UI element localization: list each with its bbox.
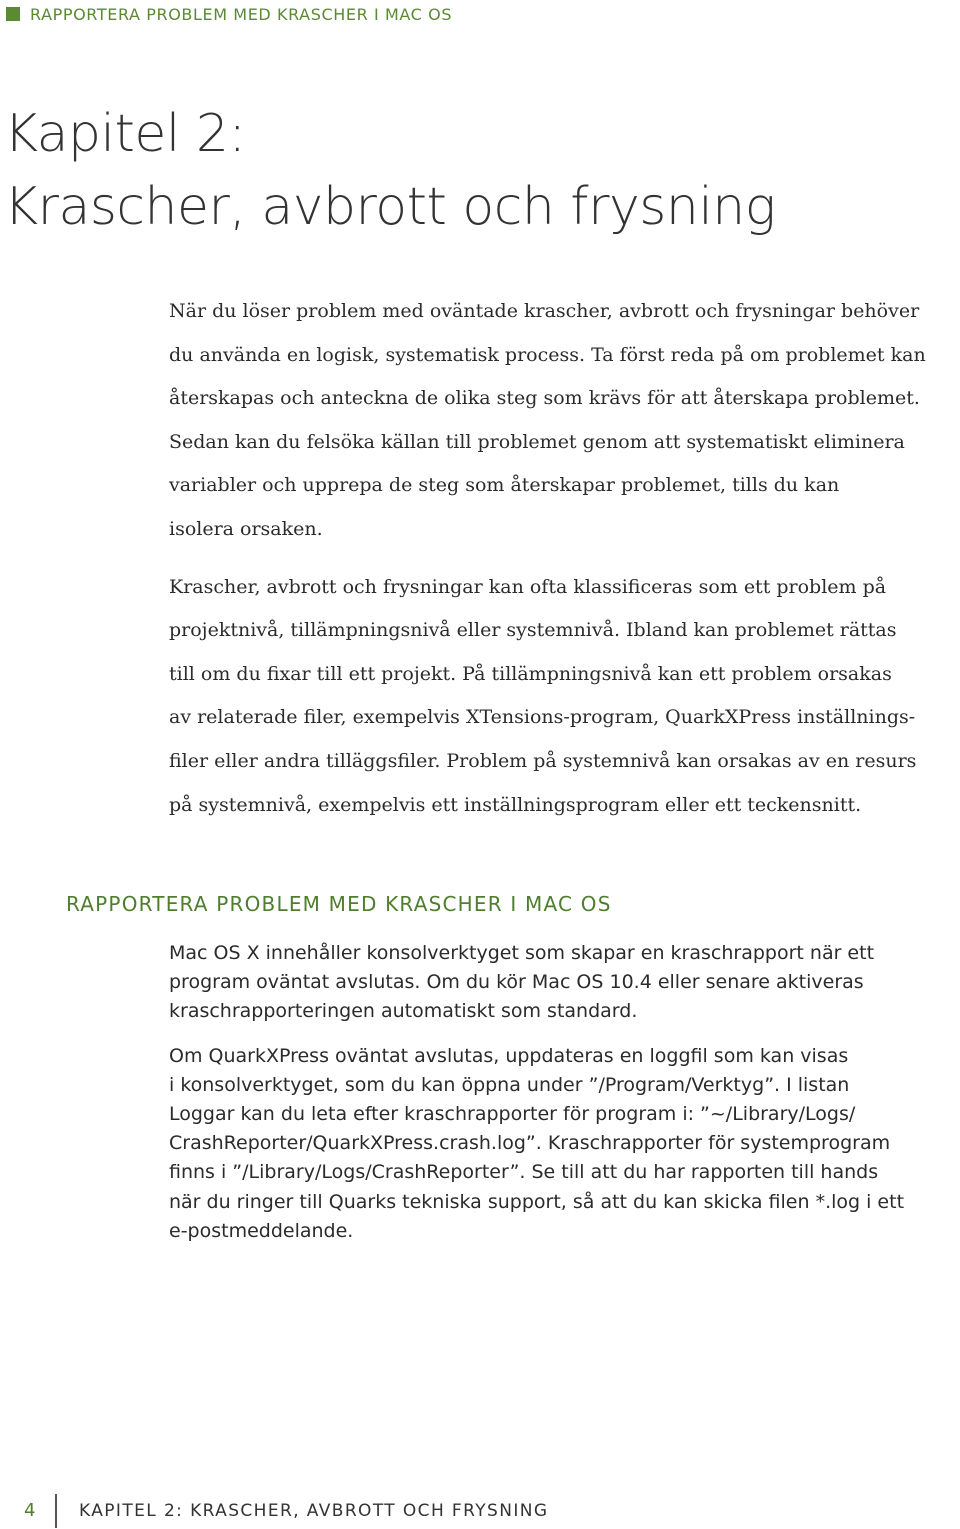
intro-text	[169, 290, 960, 827]
text-line: isolera orsaken.	[169, 517, 323, 540]
running-header-text: RAPPORTERA PROBLEM MED KRASCHER I MAC OS	[30, 4, 453, 24]
text-line: till om du fixar till ett projekt. På tillämpningsnivå kan ett problem orsakas	[169, 662, 892, 685]
text-line: av relaterade filer, exempelvis XTensions-program, QuarkXPress inställnings-	[169, 706, 916, 729]
text-line: filer eller andra tilläggsfiler. Problem på systemnivå kan orsakas av en resurs	[169, 749, 917, 772]
intro-paragraph-1	[169, 290, 960, 552]
text-line: Krascher, avbrott och frysningar kan ofta klassificeras som ett problem på	[169, 575, 887, 598]
text-line: kraschrapporteringen automatiskt som standard.	[169, 1000, 638, 1023]
section-body	[169, 939, 959, 1246]
paragraph-gap	[169, 552, 960, 566]
text-line: Loggar kan du leta efter kraschrapporter för program i: ”~/Library/Logs/	[169, 1103, 856, 1126]
running-header	[6, 4, 452, 24]
text-line: CrashReporter/QuarkXPress.crash.log”. Kraschrapporter för systemprogram	[169, 1132, 891, 1155]
section-heading: RAPPORTERA PROBLEM MED KRASCHER I MAC OS	[66, 892, 612, 916]
page-footer	[0, 1494, 960, 1528]
intro-paragraph-2	[169, 566, 960, 828]
section-paragraph-1	[169, 939, 959, 1027]
text-line: När du löser problem med oväntade krascher, avbrott och frysningar behöver	[169, 300, 920, 322]
text-line: du använda en logisk, systematisk process. Ta först reda på om problemet kan	[169, 343, 926, 366]
footer-chapter-label: KAPITEL 2: KRASCHER, AVBROTT OCH FRYSNING	[79, 1501, 549, 1521]
footer-divider	[55, 1494, 57, 1528]
text-line: när du ringer till Quarks tekniska support, så att du kan skicka filen *.log i ett	[169, 1190, 905, 1213]
chapter-title	[4, 98, 775, 244]
text-line: variabler och upprepa de steg som återskapar problemet, tills du kan	[169, 474, 840, 497]
text-line: i konsolverktyget, som du kan öppna under ”/Program/Verktyg”. I listan	[169, 1073, 850, 1096]
chapter-title-line-1: Kapitel 2:	[4, 104, 246, 164]
text-line: Sedan kan du felsöka källan till problemet genom att systematiskt eliminera	[169, 430, 905, 453]
header-square-marker	[6, 7, 20, 21]
page-number: 4	[24, 1500, 36, 1521]
paragraph-gap	[169, 1027, 959, 1042]
text-line: Mac OS X innehåller konsolverktyget som skapar en kraschrapport när ett	[169, 942, 875, 964]
text-line: program oväntat avslutas. Om du kör Mac OS 10.4 eller senare aktiveras	[169, 971, 864, 994]
text-line: e-postmeddelande.	[169, 1219, 354, 1242]
text-line: Om QuarkXPress oväntat avslutas, uppdateras en loggfil som kan visas	[169, 1044, 849, 1067]
text-line: på systemnivå, exempelvis ett inställningsprogram eller ett teckensnitt.	[169, 793, 862, 816]
text-line: projektnivå, tillämpningsnivå eller systemnivå. Ibland kan problemet rättas	[169, 619, 897, 642]
text-line: återskapas och anteckna de olika steg som krävs för att återskapa problemet.	[169, 387, 920, 410]
chapter-title-line-2: Krascher, avbrott och frysning	[4, 177, 776, 237]
section-paragraph-2	[169, 1042, 959, 1246]
text-line: finns i ”/Library/Logs/CrashReporter”. Se till att du har rapporten till hands	[169, 1161, 879, 1184]
